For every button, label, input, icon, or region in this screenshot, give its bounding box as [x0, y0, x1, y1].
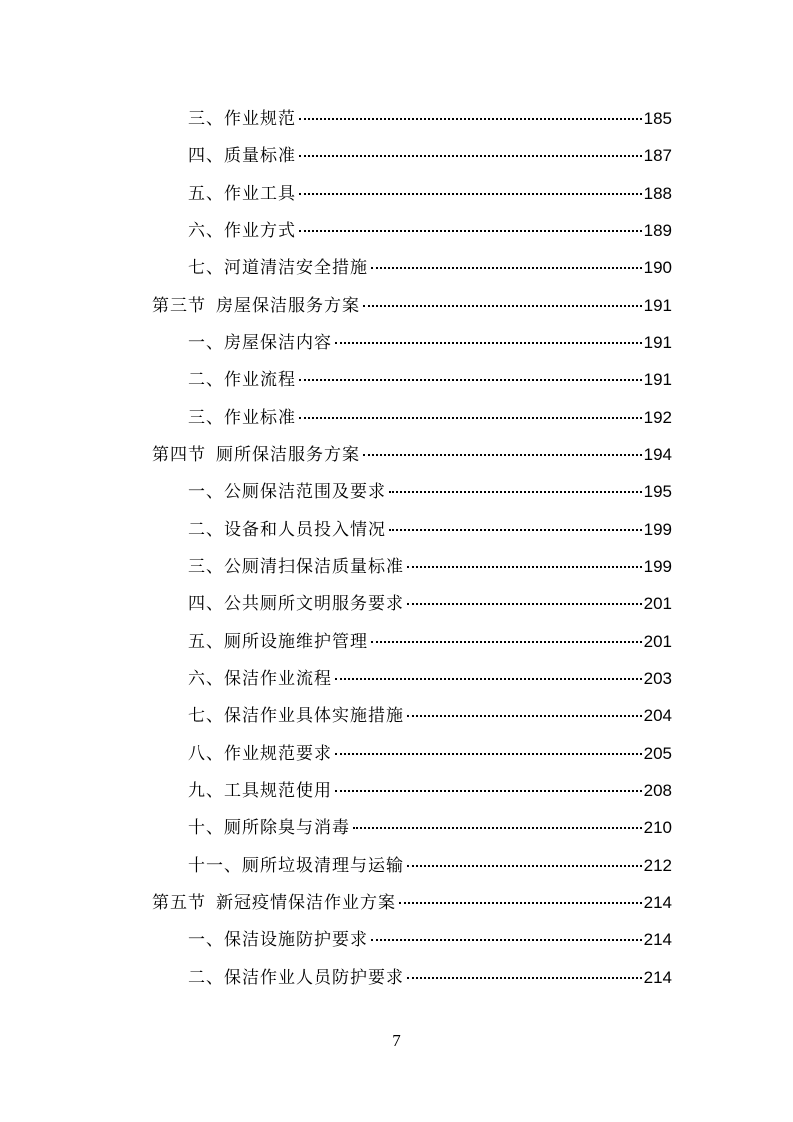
dot-leader [299, 183, 642, 195]
toc-entry-page: 204 [643, 706, 672, 725]
dot-leader [389, 519, 642, 531]
toc-entry-page: 195 [643, 482, 672, 501]
dot-leader [299, 108, 642, 120]
toc-entry[interactable] [188, 664, 672, 694]
toc-entry-title: 二、作业流程 [188, 370, 296, 390]
toc-entry-page: 185 [643, 109, 672, 128]
toc-entry-title: 五、作业工具 [188, 184, 296, 204]
toc-entry-page: 212 [643, 856, 672, 875]
toc-entry-page: 201 [643, 594, 672, 613]
dot-leader [363, 444, 642, 456]
toc-entry-title: 六、作业方式 [188, 221, 296, 241]
toc-entry-title: 八、作业规范要求 [188, 744, 332, 764]
toc-entry[interactable] [188, 552, 672, 582]
toc-section-number: 第四节 [152, 445, 206, 465]
toc-entry[interactable] [188, 365, 672, 395]
toc-entry-title: 一、公厕保洁范围及要求 [188, 482, 386, 502]
dot-leader [407, 967, 642, 979]
toc-entry[interactable] [188, 701, 672, 731]
toc-section-number: 第三节 [152, 296, 206, 316]
toc-entry[interactable] [188, 627, 672, 657]
toc-entry[interactable] [188, 813, 672, 843]
dot-leader [299, 220, 642, 232]
toc-entry-title: 二、设备和人员投入情况 [188, 520, 386, 540]
dot-leader [299, 369, 642, 381]
toc-entry[interactable] [188, 925, 672, 955]
toc-entry-title: 一、保洁设施防护要求 [188, 930, 368, 950]
toc-entry-title: 七、河道清洁安全措施 [188, 258, 368, 278]
dot-leader [335, 780, 642, 792]
toc-entry-title: 十、厕所除臭与消毒 [188, 818, 350, 838]
toc-section-entry[interactable] [152, 888, 672, 918]
toc-entry-page: 214 [643, 930, 672, 949]
toc-entry[interactable] [188, 963, 672, 993]
toc-entry-page: 190 [643, 258, 672, 277]
toc-entry-page: 210 [643, 818, 672, 837]
toc-entry-page: 187 [643, 146, 672, 165]
toc-entry-title: 四、质量标准 [188, 146, 296, 166]
toc-section-heading [152, 888, 396, 918]
toc-entry-page: 208 [643, 781, 672, 800]
toc-entry[interactable] [188, 216, 672, 246]
toc-entry-page: 214 [643, 893, 672, 912]
toc-section-entry[interactable] [152, 440, 672, 470]
toc-entry-page: 188 [643, 184, 672, 203]
toc-section-title: 厕所保洁服务方案 [216, 445, 360, 465]
toc-entry[interactable] [188, 179, 672, 209]
toc-section-heading [152, 291, 360, 321]
toc-entry[interactable] [188, 403, 672, 433]
dot-leader [335, 668, 642, 680]
toc-entry-page: 205 [643, 744, 672, 763]
toc-section-number: 第五节 [152, 893, 206, 913]
dot-leader [407, 556, 642, 568]
toc-section-entry[interactable] [152, 291, 672, 321]
toc-entry[interactable] [188, 851, 672, 881]
dot-leader [371, 257, 642, 269]
toc-entry-title: 七、保洁作业具体实施措施 [188, 706, 404, 726]
toc-entry[interactable] [188, 477, 672, 507]
dot-leader [335, 332, 642, 344]
toc-section-title: 房屋保洁服务方案 [216, 296, 360, 316]
dot-leader [299, 407, 642, 419]
toc-entry-title: 六、保洁作业流程 [188, 669, 332, 689]
toc-entry-title: 九、工具规范使用 [188, 781, 332, 801]
toc-entry-page: 191 [643, 370, 672, 389]
toc-entry[interactable] [188, 141, 672, 171]
dot-leader [299, 145, 642, 157]
toc-entry[interactable] [188, 589, 672, 619]
toc-entry-page: 191 [643, 296, 672, 315]
toc-entry-title: 二、保洁作业人员防护要求 [188, 968, 404, 988]
dot-leader [407, 855, 642, 867]
toc-entry-page: 191 [643, 333, 672, 352]
dot-leader [353, 817, 642, 829]
toc-entry[interactable] [188, 776, 672, 806]
toc-entry-title: 一、房屋保洁内容 [188, 333, 332, 353]
dot-leader [335, 743, 642, 755]
dot-leader [407, 593, 642, 605]
toc-entry[interactable] [188, 739, 672, 769]
toc-entry-page: 189 [643, 221, 672, 240]
toc-section-title: 新冠疫情保洁作业方案 [216, 893, 396, 913]
toc-entry[interactable] [188, 104, 672, 134]
toc-entry[interactable] [188, 328, 672, 358]
toc-entry-title: 三、作业规范 [188, 109, 296, 129]
toc-entry-page: 203 [643, 669, 672, 688]
toc-section-heading [152, 440, 360, 470]
dot-leader [371, 631, 642, 643]
toc-entry-page: 201 [643, 632, 672, 651]
dot-leader [389, 481, 642, 493]
dot-leader [399, 892, 642, 904]
toc-entry-title: 三、公厕清扫保洁质量标准 [188, 557, 404, 577]
toc-entry[interactable] [188, 253, 672, 283]
toc-entry-page: 194 [643, 445, 672, 464]
toc-entry[interactable] [188, 515, 672, 545]
toc-entry-page: 192 [643, 408, 672, 427]
toc-entry-title: 四、公共厕所文明服务要求 [188, 594, 404, 614]
toc-entry-page: 199 [643, 520, 672, 539]
dot-leader [407, 705, 642, 717]
toc-entry-page: 214 [643, 968, 672, 987]
dot-leader [363, 295, 642, 307]
toc-entry-title: 五、厕所设施维护管理 [188, 632, 368, 652]
dot-leader [371, 929, 642, 941]
toc-entry-page: 199 [643, 557, 672, 576]
toc-entry-title: 十一、厕所垃圾清理与运输 [188, 856, 404, 876]
page-number: 7 [392, 1031, 401, 1050]
toc-entry-title: 三、作业标准 [188, 408, 296, 428]
